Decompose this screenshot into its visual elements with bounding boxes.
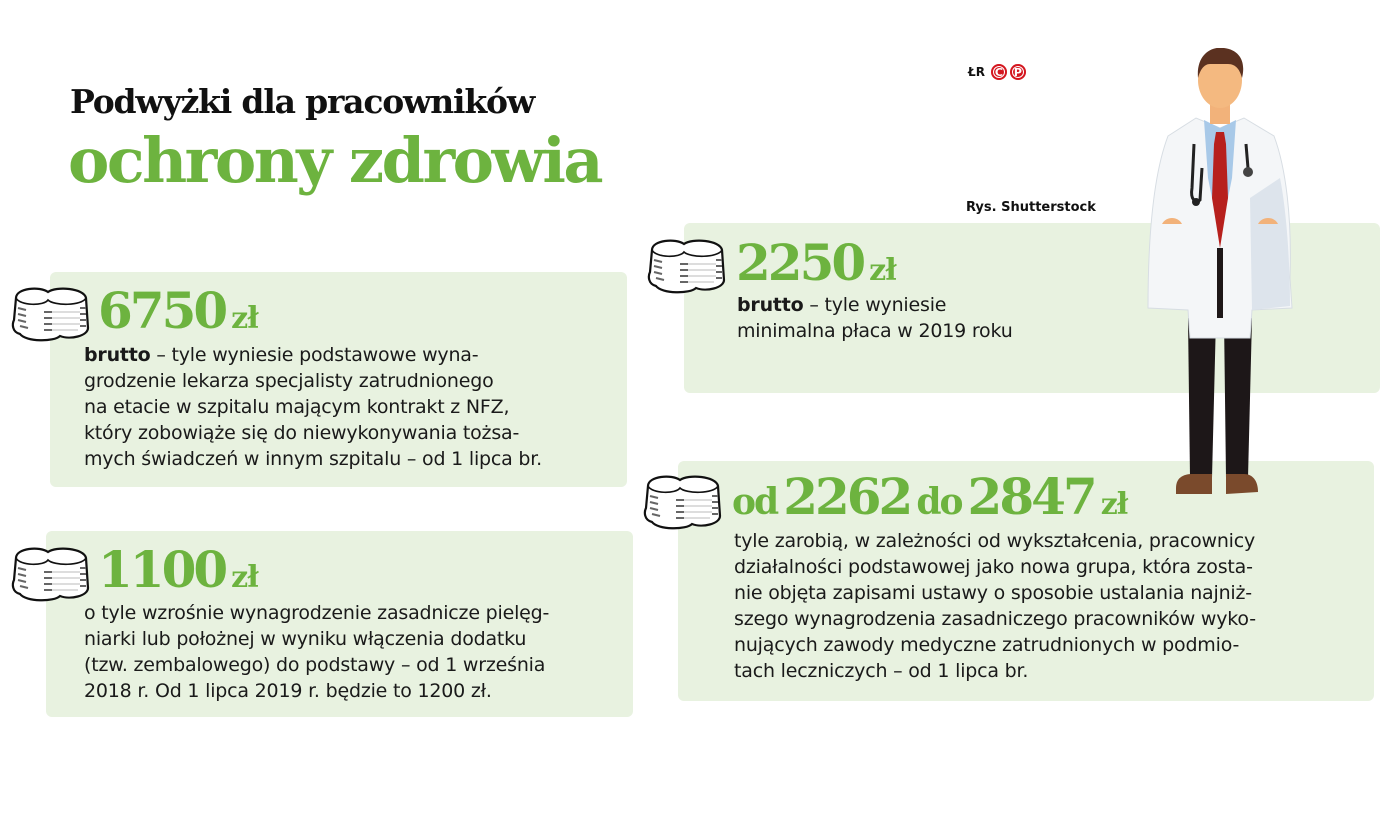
desc-line: na etacie w szpitalu mającym kontrakt z NFZ,	[84, 396, 510, 418]
desc-line: minimalna płaca w 2019 roku	[737, 320, 1013, 342]
title-line1: Podwyżki dla pracowników	[70, 82, 535, 121]
desc-line: nujących zawody medyczne zatrudnionych w podmio-	[734, 634, 1240, 656]
card-4-description	[734, 528, 1256, 684]
coin-stack-icon	[642, 472, 726, 532]
amount-value-to: 2847	[967, 467, 1095, 526]
title-line2: ochrony zdrowia	[68, 124, 602, 197]
currency-label: zł	[231, 301, 258, 336]
lead-bold: brutto	[737, 294, 804, 316]
card-1-description	[84, 342, 542, 472]
currency-label: zł	[869, 253, 896, 288]
desc-line: który zobowiąże się do niewykonywania tożsa-	[84, 422, 520, 444]
desc-line: grodzenie lekarza specjalisty zatrudnionego	[84, 370, 494, 392]
desc-line: 2018 r. Od 1 lipca 2019 r. będzie to 1200 zł.	[84, 680, 492, 702]
credit-badge-c-icon: C	[991, 64, 1007, 80]
coin-stack-icon	[646, 236, 730, 296]
desc-line: – tyle wyniesie podstawowe wyna-	[150, 344, 479, 366]
card-4-amount	[732, 467, 1128, 526]
amount-value-from: 2262	[783, 467, 911, 526]
currency-label: zł	[1100, 487, 1128, 522]
desc-line: – tyle wyniesie	[803, 294, 947, 316]
amount-value: 1100	[98, 540, 226, 599]
desc-line: tyle zarobią, w zależności od wykształcenia, pracownicy	[734, 530, 1256, 552]
range-to-label: do	[916, 481, 962, 523]
coin-stack-icon	[10, 284, 94, 344]
card-1-amount	[98, 281, 258, 340]
lead-bold: brutto	[84, 344, 151, 366]
desc-line: mych świadczeń w innym szpitalu – od 1 lipca br.	[84, 448, 542, 470]
image-credit: Rys. Shutterstock	[966, 200, 1096, 215]
amount-value: 6750	[98, 281, 226, 340]
credit-initials: ŁR	[968, 65, 985, 79]
card-3-description	[737, 292, 1013, 344]
desc-line: tach leczniczych – od 1 lipca br.	[734, 660, 1029, 682]
credit-badge-p-icon: P	[1010, 64, 1026, 80]
desc-line: o tyle wzrośnie wynagrodzenie zasadnicze pielęg-	[84, 602, 550, 624]
range-from-label: od	[732, 481, 778, 523]
desc-line: (tzw. zembalowego) do podstawy – od 1 września	[84, 654, 546, 676]
desc-line: działalności podstawowej jako nowa grupa, która zosta-	[734, 556, 1253, 578]
doctor-illustration	[1140, 48, 1300, 500]
desc-line: szego wynagrodzenia zasadniczego pracowników wyko-	[734, 608, 1256, 630]
card-2-description	[84, 600, 549, 704]
card-3-amount	[736, 233, 896, 292]
desc-line: nie objęta zapisami ustawy o sposobie ustalania najniż-	[734, 582, 1252, 604]
card-2-amount	[98, 540, 258, 599]
currency-label: zł	[231, 560, 258, 595]
amount-value: 2250	[736, 233, 864, 292]
coin-stack-icon	[10, 544, 94, 604]
publisher-credit	[968, 64, 1026, 80]
desc-line: niarki lub położnej w wyniku włączenia dodatku	[84, 628, 527, 650]
